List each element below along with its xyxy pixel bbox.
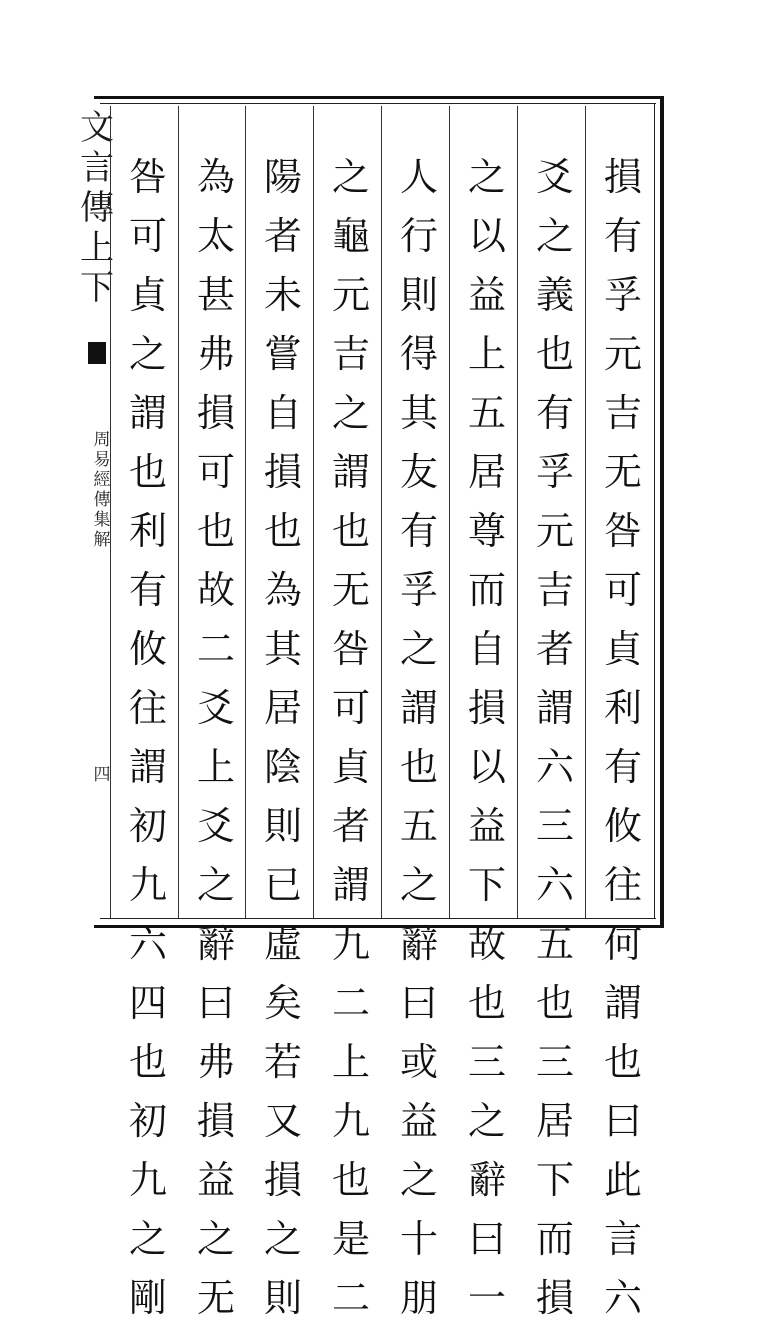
character: 三	[535, 804, 574, 848]
text-column-2	[524, 108, 586, 1320]
character: 五	[467, 391, 506, 435]
character: 損	[196, 391, 235, 435]
character: 益	[467, 273, 506, 317]
character: 三	[467, 1040, 506, 1084]
character: 行	[399, 214, 438, 258]
character: 貞	[603, 627, 642, 671]
character: 矣	[263, 981, 302, 1025]
character: 可	[196, 450, 235, 494]
margin-book-character: 集	[93, 510, 111, 530]
character: 也	[535, 981, 574, 1025]
character: 故	[467, 922, 506, 966]
character: 之	[331, 391, 370, 435]
character: 五	[399, 804, 438, 848]
character: 孚	[399, 568, 438, 612]
character: 上	[196, 745, 235, 789]
character: 為	[263, 568, 302, 612]
character: 孚	[603, 273, 642, 317]
character: 可	[603, 568, 642, 612]
character: 謂	[128, 391, 167, 435]
character: 是	[331, 1217, 370, 1261]
column-text	[388, 148, 450, 1328]
character: 有	[535, 391, 574, 435]
character: 无	[196, 1276, 235, 1320]
character: 辭	[399, 922, 438, 966]
character: 損	[535, 1276, 574, 1320]
character: 謂	[331, 863, 370, 907]
character: 嘗	[263, 332, 302, 376]
character: 損	[263, 450, 302, 494]
character: 六	[535, 745, 574, 789]
character: 无	[331, 568, 370, 612]
character: 謂	[128, 745, 167, 789]
character: 以	[467, 745, 506, 789]
character: 也	[128, 1040, 167, 1084]
margin-title-character: 文	[80, 108, 114, 148]
character: 其	[399, 391, 438, 435]
character: 曰	[399, 981, 438, 1025]
character: 可	[128, 214, 167, 258]
character: 之	[399, 863, 438, 907]
character: 无	[603, 450, 642, 494]
text-column-4	[388, 108, 450, 1320]
character: 咎	[128, 155, 167, 199]
character: 有	[128, 568, 167, 612]
character: 曰	[467, 1217, 506, 1261]
character: 有	[399, 509, 438, 553]
character: 則	[263, 1276, 302, 1320]
character: 陰	[263, 745, 302, 789]
character: 下	[535, 1158, 574, 1202]
character: 龜	[331, 214, 370, 258]
character: 居	[263, 686, 302, 730]
character: 也	[603, 1040, 642, 1084]
character: 之	[399, 1158, 438, 1202]
character: 剛	[128, 1276, 167, 1320]
character: 二	[331, 1276, 370, 1320]
character: 自	[263, 391, 302, 435]
character: 義	[535, 273, 574, 317]
text-column-7	[185, 108, 247, 1320]
character: 損	[196, 1099, 235, 1143]
character: 損	[263, 1158, 302, 1202]
margin-book-character: 解	[93, 530, 111, 550]
character: 四	[128, 981, 167, 1025]
character: 三	[535, 1040, 574, 1084]
character: 弗	[196, 1040, 235, 1084]
margin-title-character: 言	[80, 148, 114, 188]
character: 尊	[467, 509, 506, 553]
character: 之	[196, 863, 235, 907]
character: 損	[603, 155, 642, 199]
character: 九	[128, 863, 167, 907]
text-column-5	[320, 108, 382, 1320]
character: 或	[399, 1040, 438, 1084]
character: 之	[263, 1217, 302, 1261]
character: 十	[399, 1217, 438, 1261]
character: 辭	[467, 1158, 506, 1202]
character: 往	[128, 686, 167, 730]
character: 九	[331, 1099, 370, 1143]
margin-book-title	[92, 430, 112, 610]
character: 其	[263, 627, 302, 671]
character: 者	[331, 804, 370, 848]
character: 吉	[603, 391, 642, 435]
character: 者	[535, 627, 574, 671]
character: 爻	[196, 804, 235, 848]
text-column-6	[252, 108, 314, 1320]
character: 已	[263, 863, 302, 907]
character: 居	[535, 1099, 574, 1143]
character: 咎	[331, 627, 370, 671]
text-column-1	[592, 108, 654, 1320]
character: 有	[603, 745, 642, 789]
column-text	[592, 148, 654, 1328]
margin-title-character: 傳	[80, 188, 114, 228]
margin-title-character: 上	[80, 228, 114, 268]
character: 言	[603, 1217, 642, 1261]
character: 元	[331, 273, 370, 317]
character: 辭	[196, 922, 235, 966]
character: 二	[196, 627, 235, 671]
character: 可	[331, 686, 370, 730]
character: 初	[128, 804, 167, 848]
character: 以	[467, 214, 506, 258]
character: 一	[467, 1276, 506, 1320]
character: 又	[263, 1099, 302, 1143]
character: 為	[196, 155, 235, 199]
character: 吉	[535, 568, 574, 612]
character: 益	[467, 804, 506, 848]
character: 初	[128, 1099, 167, 1143]
character: 之	[331, 155, 370, 199]
character: 貞	[128, 273, 167, 317]
character: 元	[603, 332, 642, 376]
character: 之	[467, 1099, 506, 1143]
character: 攸	[603, 804, 642, 848]
character: 則	[399, 273, 438, 317]
character: 自	[467, 627, 506, 671]
character: 吉	[331, 332, 370, 376]
character: 攸	[128, 627, 167, 671]
character: 六	[535, 863, 574, 907]
margin-book-character: 周	[93, 430, 111, 450]
character: 居	[467, 450, 506, 494]
character: 也	[128, 450, 167, 494]
column-text	[320, 148, 382, 1328]
column-text	[252, 148, 314, 1328]
character: 二	[331, 981, 370, 1025]
character: 謂	[399, 686, 438, 730]
character: 之	[399, 627, 438, 671]
character: 爻	[196, 686, 235, 730]
character: 者	[263, 214, 302, 258]
character: 九	[331, 922, 370, 966]
character: 益	[399, 1099, 438, 1143]
page-number: 四	[93, 765, 111, 785]
character: 也	[467, 981, 506, 1025]
margin-book-character: 傳	[93, 490, 111, 510]
character: 上	[467, 332, 506, 376]
character: 也	[331, 1158, 370, 1202]
character: 九	[128, 1158, 167, 1202]
character: 也	[535, 332, 574, 376]
character: 上	[331, 1040, 370, 1084]
character: 何	[603, 922, 642, 966]
margin-title	[74, 108, 120, 328]
character: 謂	[535, 686, 574, 730]
character: 而	[535, 1217, 574, 1261]
character: 元	[535, 509, 574, 553]
character: 五	[535, 922, 574, 966]
character: 損	[467, 686, 506, 730]
character: 有	[603, 214, 642, 258]
character: 陽	[263, 155, 302, 199]
frame-inner-top-rule	[100, 103, 656, 104]
character: 若	[263, 1040, 302, 1084]
character: 也	[399, 745, 438, 789]
character: 友	[399, 450, 438, 494]
character: 也	[331, 509, 370, 553]
character: 而	[467, 568, 506, 612]
character: 太	[196, 214, 235, 258]
character: 此	[603, 1158, 642, 1202]
character: 故	[196, 568, 235, 612]
margin-book-character: 易	[93, 450, 111, 470]
margin-title-character: 下	[80, 268, 114, 308]
text-column-8	[117, 108, 179, 1320]
column-text	[524, 148, 586, 1328]
character: 咎	[603, 509, 642, 553]
character: 下	[467, 863, 506, 907]
character: 之	[128, 1217, 167, 1261]
character: 甚	[196, 273, 235, 317]
character: 孚	[535, 450, 574, 494]
column-rule	[110, 106, 111, 918]
character: 之	[467, 155, 506, 199]
character: 謂	[603, 981, 642, 1025]
character: 得	[399, 332, 438, 376]
character: 往	[603, 863, 642, 907]
fish-tail-mark	[88, 342, 106, 364]
character: 曰	[196, 981, 235, 1025]
character: 也	[196, 509, 235, 553]
character: 謂	[331, 450, 370, 494]
character: 人	[399, 155, 438, 199]
character: 利	[603, 686, 642, 730]
column-text	[117, 148, 179, 1328]
character: 之	[128, 332, 167, 376]
text-column-3	[456, 108, 518, 1320]
frame-inner-right-rule	[654, 103, 655, 918]
character: 則	[263, 804, 302, 848]
character: 利	[128, 509, 167, 553]
character: 也	[263, 509, 302, 553]
character: 之	[535, 214, 574, 258]
character: 六	[603, 1276, 642, 1320]
character: 六	[128, 922, 167, 966]
character: 之	[196, 1217, 235, 1261]
character: 虛	[263, 922, 302, 966]
character: 朋	[399, 1276, 438, 1320]
character: 爻	[535, 155, 574, 199]
character: 益	[196, 1158, 235, 1202]
character: 未	[263, 273, 302, 317]
column-text	[456, 148, 518, 1328]
character: 曰	[603, 1099, 642, 1143]
character: 貞	[331, 745, 370, 789]
margin-book-character: 經	[93, 470, 111, 490]
column-text	[185, 148, 247, 1328]
character: 弗	[196, 332, 235, 376]
